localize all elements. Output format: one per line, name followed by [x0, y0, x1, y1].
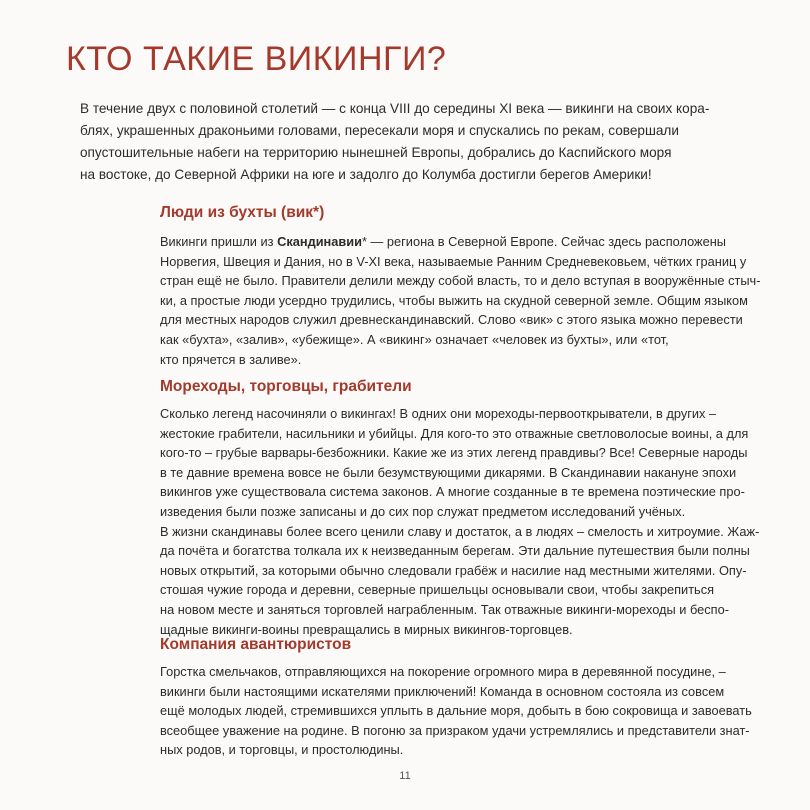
section-paragraph	[160, 662, 760, 760]
paragraph-line: В жизни скандинавы более всего ценили славу и достаток, а в людях – смелость и хитроумие. Жаж-	[160, 523, 760, 539]
paragraph-line: Горстка смельчаков, отправляющихся на покорение огромного мира в деревянной посудине, –	[160, 664, 726, 679]
bold-term-scandinavia: Скандинавии	[277, 234, 363, 249]
paragraph-line: ки, а простые люди усердно трудились, чтобы выжить на скудной северной земле. Общим языком	[160, 292, 748, 308]
section-heading: Мореходы, торговцы, грабители	[160, 378, 412, 395]
paragraph-line	[160, 232, 760, 252]
section-paragraph	[160, 232, 760, 369]
intro-line: блях, украшенных драконьими головами, пересекали моря и спускались по рекам, совершали	[80, 123, 679, 138]
paragraph-line: жестокие грабители, насильники и убийцы. Для кого-то это отважные светловолосые воины, а для	[160, 425, 749, 441]
line-text: Викинги пришли из	[160, 234, 278, 249]
paragraph-line: как «бухта», «залив», «убежище». А «викинг» означает «человек из бухты», или «тот,	[160, 331, 669, 347]
paragraph-line: Норвегия, Швеция и Дания, но в V-XI века, называемые Ранним Средневековьем, чётких границ у	[160, 253, 747, 269]
paragraph-line: Сколько легенд насочиняли о викингах! В одних они мореходы-первооткрыватели, в других –	[160, 406, 717, 421]
paragraph-line: кто прячется в заливе».	[160, 351, 302, 367]
paragraph-line: да почёта и богатства толкала их к неизведанным берегам. Эти дальние путешествия были полны	[160, 543, 750, 559]
paragraph-line: всеобщее уважение на родине. В погоню за призраком удачи устремлялись и представители знат-	[160, 722, 750, 738]
paragraph-line: стошая чужие города и деревни, северные пришельцы основывали свои, чтобы закрепиться	[160, 582, 715, 598]
intro-line: опустошительные набеги на территорию нынешней Европы, добрались до Каспийского моря	[80, 145, 672, 160]
section-paragraph	[160, 404, 760, 639]
intro-line: В течение двух с половиной столетий — с конца VIII до середины XI века — викинги на своих кора-	[80, 101, 710, 116]
intro-line: на востоке, до Северной Африки на юге и задолго до Колумба достигли берегов Америки!	[80, 167, 652, 182]
paragraph-line: в те давние времена вовсе не были безумствующими дикарями. В Скандинавии накануне эпохи	[160, 464, 737, 480]
paragraph-line: ных родов, и торговцы, и простолюдины.	[160, 742, 404, 758]
section-company-of-adventurers	[160, 636, 760, 760]
paragraph-line: ещё молодых людей, стремившихся уплыть в дальние моря, добыть в бою сокровища и завоевать	[160, 703, 752, 719]
page-title: КТО ТАКИЕ ВИКИНГИ?	[66, 40, 447, 78]
paragraph-line: викинги были настоящими искателями приключений! Команда в основном состояла из совсем	[160, 683, 725, 699]
paragraph-line: изведения были позже записаны и до сих пор служат предметом исследований учёных.	[160, 503, 686, 519]
paragraph-line: кого-то – грубые варвары-безбожники. Какие же из этих легенд правдивы? Все! Северные народы	[160, 445, 748, 461]
section-seafarers-traders-raiders	[160, 378, 760, 639]
line-text: * — региона в Северной Европе. Сейчас здесь расположены	[362, 234, 726, 249]
paragraph-line: новых открытий, за которыми обычно следовали грабёж и насилие над местными жителями. Опу-	[160, 562, 747, 578]
section-people-from-bay	[160, 204, 760, 369]
paragraph-line: стран ещё не было. Правители делили между собой власть, то и дело вступая в вооружённые стыч-	[160, 273, 761, 289]
intro-paragraph	[80, 98, 760, 186]
section-heading: Люди из бухты (вик*)	[160, 204, 325, 221]
section-heading: Компания авантюристов	[160, 636, 352, 653]
page-number: 11	[399, 770, 411, 782]
paragraph-line: щадные викинги-воины превращались в мирных викингов-торговцев.	[160, 621, 573, 637]
paragraph-line: викингов уже существовала система законов. А многие созданные в те времена поэтические про-	[160, 484, 745, 500]
paragraph-line: для местных народов служил древнескандинавский. Слово «вик» с этого языка можно перевести	[160, 312, 743, 328]
paragraph-line: на новом месте и заняться торговлей награбленным. Так отважные викинги-мореходы и беспо-	[160, 601, 729, 617]
